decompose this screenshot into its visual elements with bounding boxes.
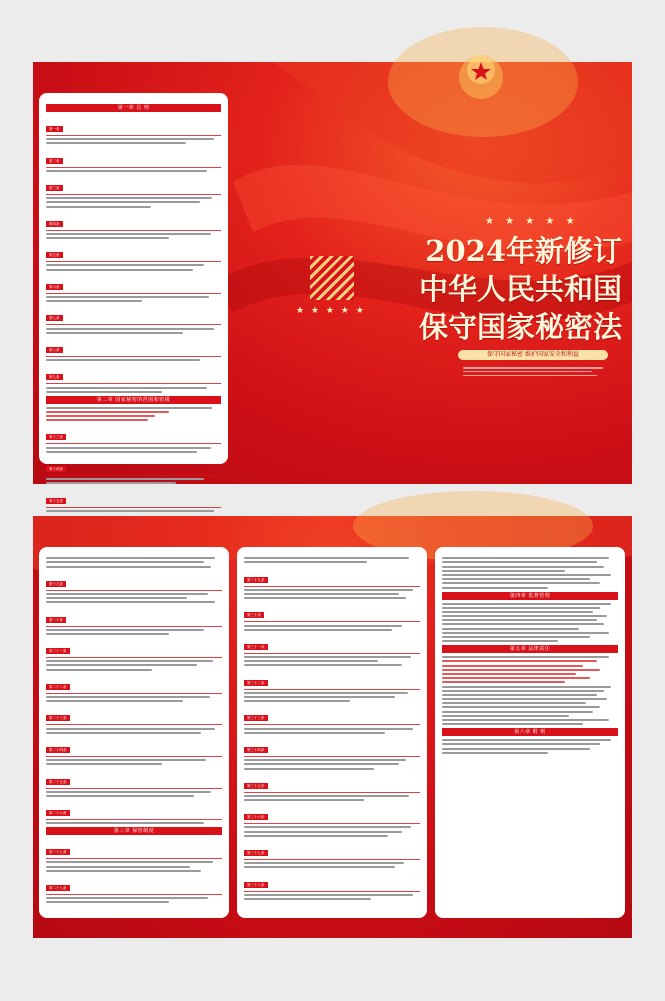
panel-secrecy-articles [237, 547, 427, 918]
article-tag: 第十四条 [46, 466, 66, 472]
article-tag: 第二十五条 [46, 779, 70, 785]
cover-title [419, 232, 622, 346]
article-tag: 第二十四条 [46, 747, 70, 753]
article-tag: 第五条 [46, 252, 63, 258]
chapter-title: 第三章 保密制度 [46, 827, 222, 835]
chapter-title: 第五章 法律责任 [442, 645, 618, 653]
article-tag: 第九条 [46, 374, 63, 380]
article-tag: 第七条 [46, 315, 63, 321]
article-tag: 第一条 [46, 126, 63, 132]
article-tag: 第三十条 [244, 612, 264, 618]
panel-chapter-one [39, 93, 228, 503]
title-stars: ★ ★ ★ ★ ★ [485, 216, 579, 227]
article-tag: 第二条 [46, 158, 63, 164]
article-tag: 第三十八条 [244, 882, 268, 888]
chapter-title: 第四章 监督管理 [442, 592, 618, 600]
article-tag: 第三十五条 [244, 783, 268, 789]
emblem-stars: ★ ★ ★ ★ ★ [296, 306, 366, 316]
article-tag: 第二十二条 [46, 684, 70, 690]
article-tag: 第十三条 [46, 434, 66, 440]
article-tag: 第三十二条 [244, 680, 268, 686]
article-tag: 第三十四条 [244, 747, 268, 753]
chapter-title: 第二章 国家秘密的范围和密级 [46, 396, 221, 404]
article-tag: 第三十三条 [244, 715, 268, 721]
panel-supervision-liability [435, 547, 625, 918]
title-country: 中华人民共和国 [418, 272, 622, 306]
article-tag: 第二十三条 [46, 715, 70, 721]
article-tag: 第二十七条 [46, 849, 70, 855]
article-tag: 第二十一条 [46, 648, 70, 654]
article-tag: 第三十一条 [244, 644, 268, 650]
article-tag: 第二十六条 [46, 810, 70, 816]
article-tag: 第四条 [46, 221, 63, 227]
article-tag: 第三条 [46, 185, 63, 191]
article-tag: 第八条 [46, 347, 63, 353]
article-tag: 第十五条 [46, 498, 66, 504]
chapter-title: 第六章 附 则 [442, 728, 618, 736]
article-tag: 第二十条 [46, 617, 66, 623]
national-emblem-icon [461, 62, 501, 92]
brochure-inner-spread [33, 516, 632, 938]
brochure-cover-spread [33, 62, 632, 503]
article-tag: 第十九条 [46, 581, 66, 587]
slogan-bar: 保守国家秘密 维护国家安全和利益 [458, 350, 608, 360]
article-tag: 第二十九条 [244, 577, 268, 583]
article-tag: 第六条 [46, 284, 63, 290]
article-tag: 第二十八条 [46, 885, 70, 891]
article-tag: 第三十七条 [244, 850, 268, 856]
article-tag: 第三十六条 [244, 814, 268, 820]
chapter-title: 第一章 总 则 [46, 104, 221, 112]
title-law: 保守国家秘密法 [418, 310, 622, 344]
emblem-stripes-icon [310, 256, 354, 300]
title-year: 2024年新修订 [425, 234, 622, 268]
panel-chapter-three [39, 547, 229, 918]
